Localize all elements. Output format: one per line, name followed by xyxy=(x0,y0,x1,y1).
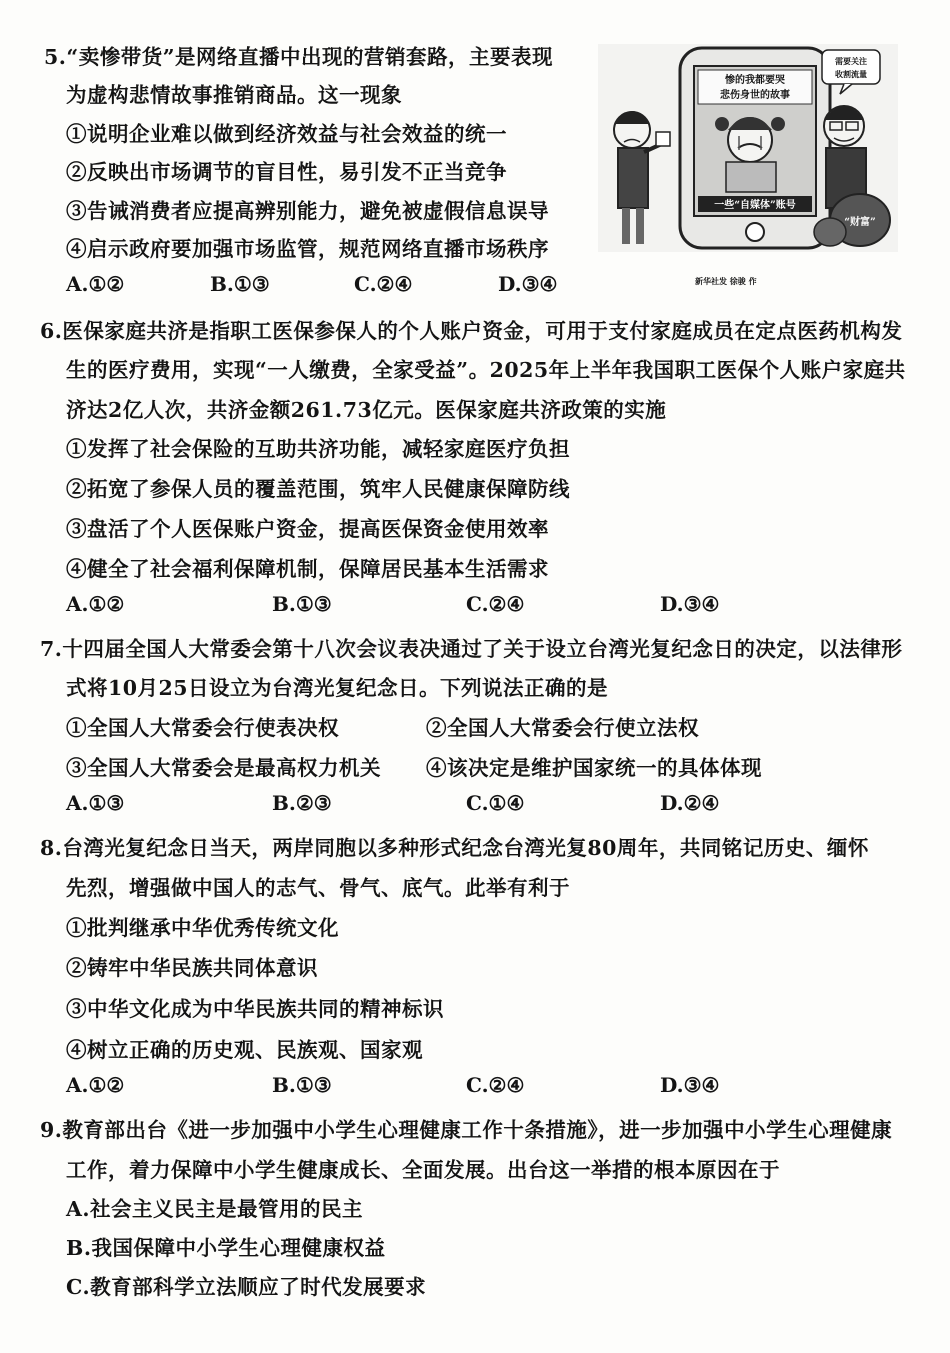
q6-item-2: ②拓宽了参保人员的覆盖范围，筑牢人民健康保障防线 xyxy=(66,477,570,501)
q6-option-a: A.①② xyxy=(66,592,125,616)
q8-item-4: ④树立正确的历史观、民族观、国家观 xyxy=(66,1038,423,1062)
q8-item-1: ①批判继承中华优秀传统文化 xyxy=(66,916,339,940)
bubble-text-1: 需要关注 xyxy=(835,56,867,66)
q7-option-c: C.①④ xyxy=(466,791,525,815)
q6-item-3: ③盘活了个人医保账户资金，提高医保资金使用效率 xyxy=(66,517,549,541)
q5-item-4: ④启示政府要加强市场监管，规范网络直播市场秩序 xyxy=(66,237,549,261)
q5-stem-line-1: 5.“卖惨带货”是网络直播中出现的营销套路，主要表现 xyxy=(44,45,553,69)
q9-stem-line-2: 工作，着力保障中小学生健康成长、全面发展。出台这一举措的根本原因在于 xyxy=(66,1158,780,1182)
screen-bottom-text: 一些“自媒体”账号 xyxy=(714,200,796,211)
screen-text-2: 悲伤身世的故事 xyxy=(720,90,790,101)
q7-item-1: ①全国人大常委会行使表决权 xyxy=(66,716,339,740)
q5-item-3: ③告诫消费者应提高辨别能力，避免被虚假信息误导 xyxy=(66,199,549,223)
cartoon-caption: 新华社发 徐骏 作 xyxy=(695,276,757,286)
q8-option-a: A.①② xyxy=(66,1073,125,1097)
q7-stem-line-1: 7.十四届全国人大常委会第十八次会议表决通过了关于设立台湾光复纪念日的决定，以法律形 xyxy=(40,637,903,661)
q8-stem-line-2: 先烈，增强做中国人的志气、骨气、底气。此举有利于 xyxy=(66,876,570,900)
q5-option-c: C.②④ xyxy=(354,272,413,296)
q9-option-a: A.社会主义民主是最管用的民主 xyxy=(66,1197,364,1221)
q7-item-3: ③全国人大常委会是最高权力机关 xyxy=(66,756,381,780)
q5-item-2: ②反映出市场调节的盲目性，易引发不正当竞争 xyxy=(66,160,507,184)
q5-option-a: A.①② xyxy=(66,272,125,296)
cartoon-drawing xyxy=(598,44,898,252)
q5-option-d: D.③④ xyxy=(498,272,558,296)
q7-item-4: ④该决定是维护国家统一的具体体现 xyxy=(426,756,762,780)
q6-option-d: D.③④ xyxy=(660,592,720,616)
q6-item-1: ①发挥了社会保险的互助共济功能，减轻家庭医疗负担 xyxy=(66,437,570,461)
q7-option-a: A.①③ xyxy=(66,791,125,815)
q8-option-b: B.①③ xyxy=(272,1073,332,1097)
q5-stem-line-2: 为虚构悲情故事推销商品。这一现象 xyxy=(66,83,402,107)
q8-item-3: ③中华文化成为中华民族共同的精神标识 xyxy=(66,997,444,1021)
q5-option-b: B.①③ xyxy=(210,272,270,296)
q5-item-1: ①说明企业难以做到经济效益与社会效益的统一 xyxy=(66,122,507,146)
screen-text-1: 惨的我都要哭 xyxy=(725,75,785,86)
q6-item-4: ④健全了社会福利保障机制，保障居民基本生活需求 xyxy=(66,557,549,581)
q6-option-b: B.①③ xyxy=(272,592,332,616)
q8-option-c: C.②④ xyxy=(466,1073,525,1097)
livestream-cartoon xyxy=(598,44,898,252)
q7-stem-line-2: 式将10月25日设立为台湾光复纪念日。下列说法正确的是 xyxy=(66,676,609,700)
q7-option-b: B.②③ xyxy=(272,791,332,815)
q7-option-d: D.②④ xyxy=(660,791,720,815)
q9-option-b: B.我国保障中小学生心理健康权益 xyxy=(66,1236,386,1260)
q7-item-2: ②全国人大常委会行使立法权 xyxy=(426,716,699,740)
q9-option-c: C.教育部科学立法顺应了时代发展要求 xyxy=(66,1275,427,1299)
q6-option-c: C.②④ xyxy=(466,592,525,616)
q8-stem-line-1: 8.台湾光复纪念日当天，两岸同胞以多种形式纪念台湾光复80周年，共同铭记历史、缅怀 xyxy=(40,836,869,860)
q6-stem-line-3: 济达2亿人次，共济金额261.73亿元。医保家庭共济政策的实施 xyxy=(66,398,667,422)
bubble-text-2: 收割流量 xyxy=(835,69,867,79)
q6-stem-line-2: 生的医疗费用，实现“一人缴费，全家受益”。2025年上半年我国职工医保个人账户家庭共 xyxy=(66,358,906,382)
bag-text: “财富” xyxy=(844,217,876,228)
q6-stem-line-1: 6.医保家庭共济是指职工医保参保人的个人账户资金，可用于支付家庭成员在定点医药机构发 xyxy=(40,319,903,343)
q9-stem-line-1: 9.教育部出台《进一步加强中小学生心理健康工作十条措施》，进一步加强中小学生心理健康 xyxy=(40,1118,893,1142)
q8-item-2: ②铸牢中华民族共同体意识 xyxy=(66,956,318,980)
q8-option-d: D.③④ xyxy=(660,1073,720,1097)
